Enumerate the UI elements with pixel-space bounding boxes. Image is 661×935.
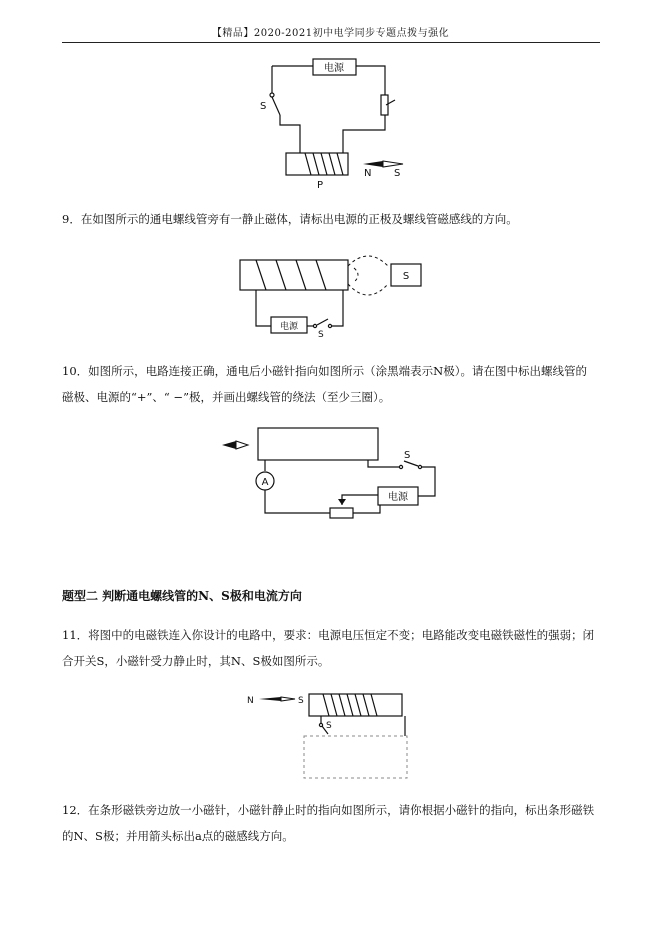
solenoid-box xyxy=(258,428,378,460)
header-rule xyxy=(62,42,600,43)
power-label: 电源 xyxy=(324,63,344,74)
question-10-line2: 磁极、电源的“+”、“ −”极，并画出螺线管的绕法（至少三圈）。 xyxy=(62,390,391,404)
field-lines xyxy=(348,256,388,295)
needle-north xyxy=(363,161,383,167)
slider-arrow xyxy=(338,499,346,505)
switch-blade xyxy=(404,461,418,466)
question-11-line1: 11．将图中的电磁铁连入你设计的电路中，要求：电源电压恒定不变；电路能改变电磁铁磁性的强弱；闭 xyxy=(62,628,595,642)
needle-n-label: N xyxy=(364,168,372,179)
page-header: 【精品】2020-2021初中电学同步专题点拨与强化 xyxy=(211,28,450,39)
core-label: P xyxy=(316,180,324,191)
solenoid-coils xyxy=(305,153,343,175)
switch-label: S xyxy=(326,721,332,731)
switch-label: S xyxy=(318,330,324,340)
electromagnet-coils xyxy=(323,694,377,716)
figure-top-circuit xyxy=(255,55,425,200)
needle-south xyxy=(281,697,295,701)
rheostat xyxy=(330,508,353,518)
needle-south xyxy=(236,441,248,449)
question-11-line2: 合开关S，小磁针受力静止时，其N、S极如图所示。 xyxy=(62,654,330,668)
ammeter-label: A xyxy=(261,477,269,488)
magnet-s-label: S xyxy=(402,271,410,282)
switch-label: S xyxy=(404,450,411,461)
figure-11-electromagnet xyxy=(245,688,415,783)
section-title: 题型二 判断通电螺线管的N、S极和电流方向 xyxy=(62,589,302,603)
switch-pivot xyxy=(270,93,274,97)
solenoid-core xyxy=(286,153,348,175)
needle-n-label: N xyxy=(247,696,254,706)
question-12-line1: 12．在条形磁铁旁边放一小磁针，小磁针静止时的指向如图所示，请你根据小磁针的指向，标出条形磁铁 xyxy=(62,803,595,817)
question-10-line1: 10．如图所示，电路连接正确，通电后小磁针指向如图所示（涂黑端表示N极）。请在图中标出螺线管的 xyxy=(62,364,587,378)
needle-south xyxy=(383,161,403,167)
switch-blade xyxy=(317,319,328,325)
figure-10-circuit xyxy=(220,425,442,525)
needle-north xyxy=(259,697,281,701)
solenoid-coils xyxy=(256,260,326,290)
switch-blade xyxy=(272,97,280,115)
question-9: 9．在如图所示的通电螺线管旁有一静止磁体，请标出电源的正极及螺线管磁感线的方向。 xyxy=(62,212,518,226)
figure-9-solenoid xyxy=(238,248,423,338)
power-label: 电源 xyxy=(388,492,408,503)
needle-north xyxy=(222,441,236,449)
switch-label: S xyxy=(260,101,267,112)
power-label: 电源 xyxy=(279,322,299,332)
needle-s-label: S xyxy=(394,168,401,179)
needle-s-label: S xyxy=(298,696,304,706)
question-12-line2: 的N、S极；并用箭头标出a点的磁感线方向。 xyxy=(62,829,294,843)
solenoid-core xyxy=(240,260,348,290)
dashed-circuit-box xyxy=(304,736,407,778)
